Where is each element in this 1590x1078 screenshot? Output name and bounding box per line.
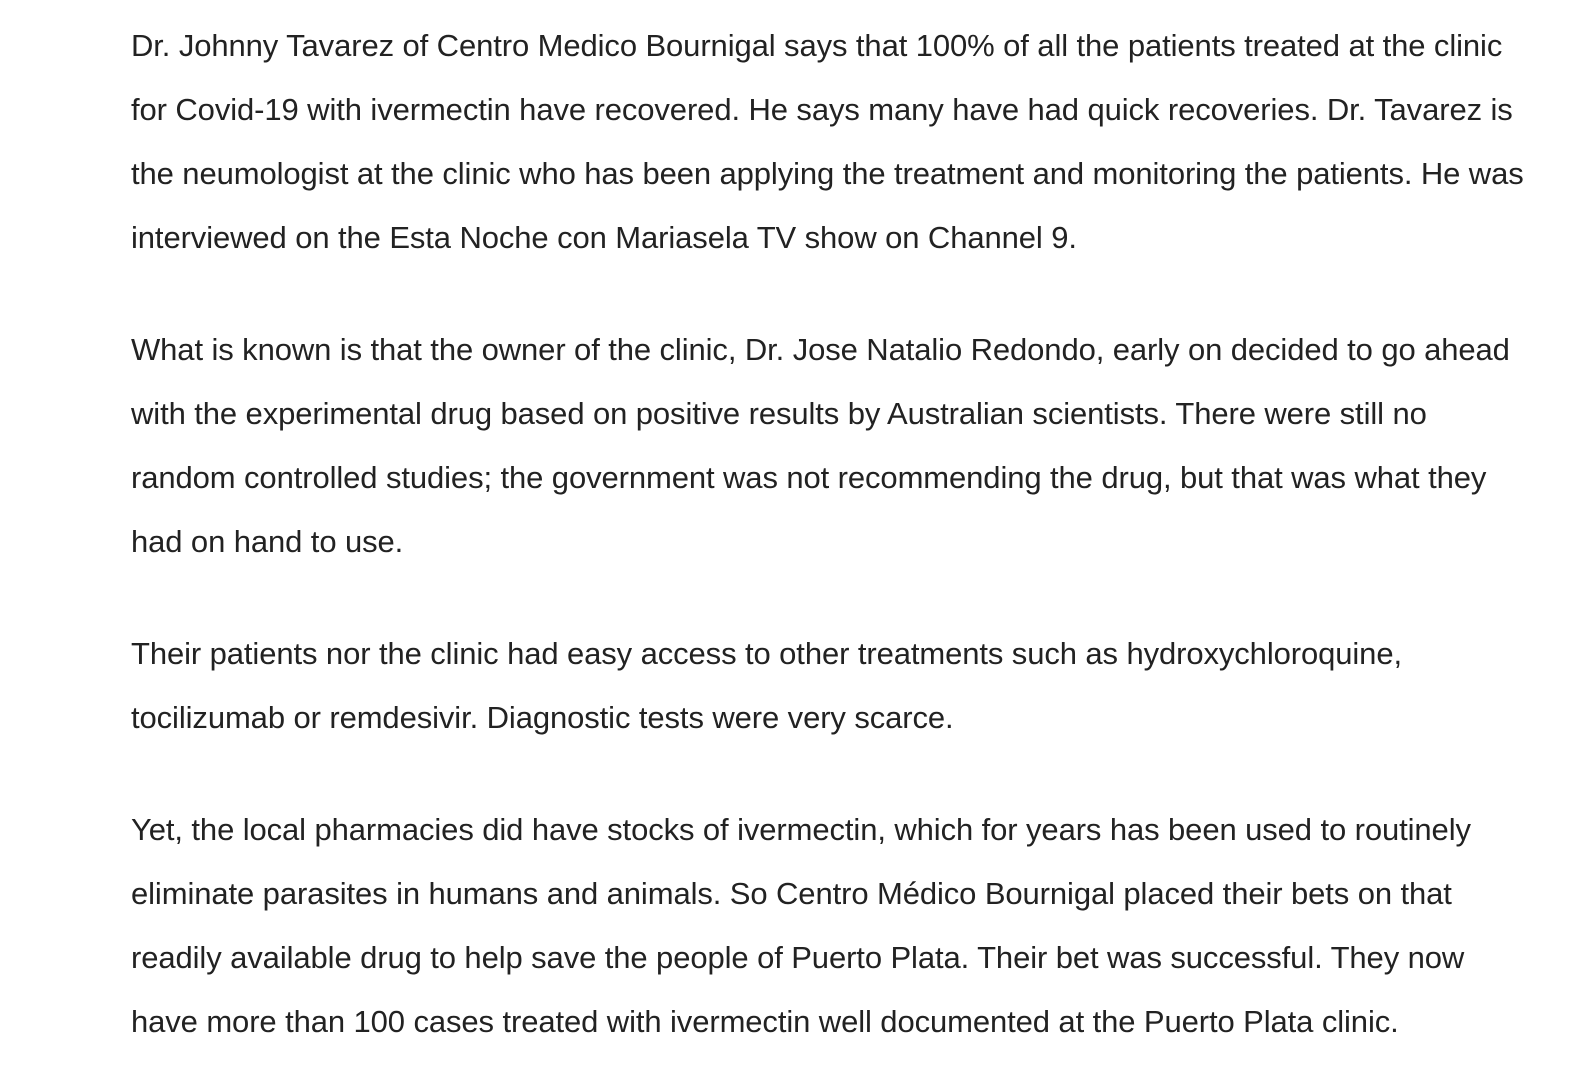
article-paragraph: Dr. Johnny Tavarez of Centro Medico Bournigal says that 100% of all the patients treated at the clinic for Covid-19 with ivermectin have recovered. He says many have had quick recoveries. Dr. Tavarez is the neumologist at the clinic who has been applying the treatment and monitoring the patients. He was interviewed on the Esta Noche con Mariasela TV show on Channel 9. <box>131 28 1524 255</box>
article-paragraph: Yet, the local pharmacies did have stocks of ivermectin, which for years has been used to routinely eliminate parasites in humans and animals. So Centro Médico Bournigal placed their bets on that readily available drug to help save the people of Puerto Plata. Their bet was successful. They now have more than 100 cases treated with ivermectin well documented at the Puerto Plata clinic. <box>131 812 1471 1039</box>
article-paragraph: Their patients nor the clinic had easy access to other treatments such as hydroxychloroquine, tocilizumab or remdesivir. Diagnostic tests were very scarce. <box>131 636 1402 735</box>
article-paragraph: What is known is that the owner of the clinic, Dr. Jose Natalio Redondo, early on decided to go ahead with the experimental drug based on positive results by Australian scientists. There were still no random controlled studies; the government was not recommending the drug, but that was what they had on hand to use. <box>131 332 1510 559</box>
article-body <box>131 14 1531 1054</box>
